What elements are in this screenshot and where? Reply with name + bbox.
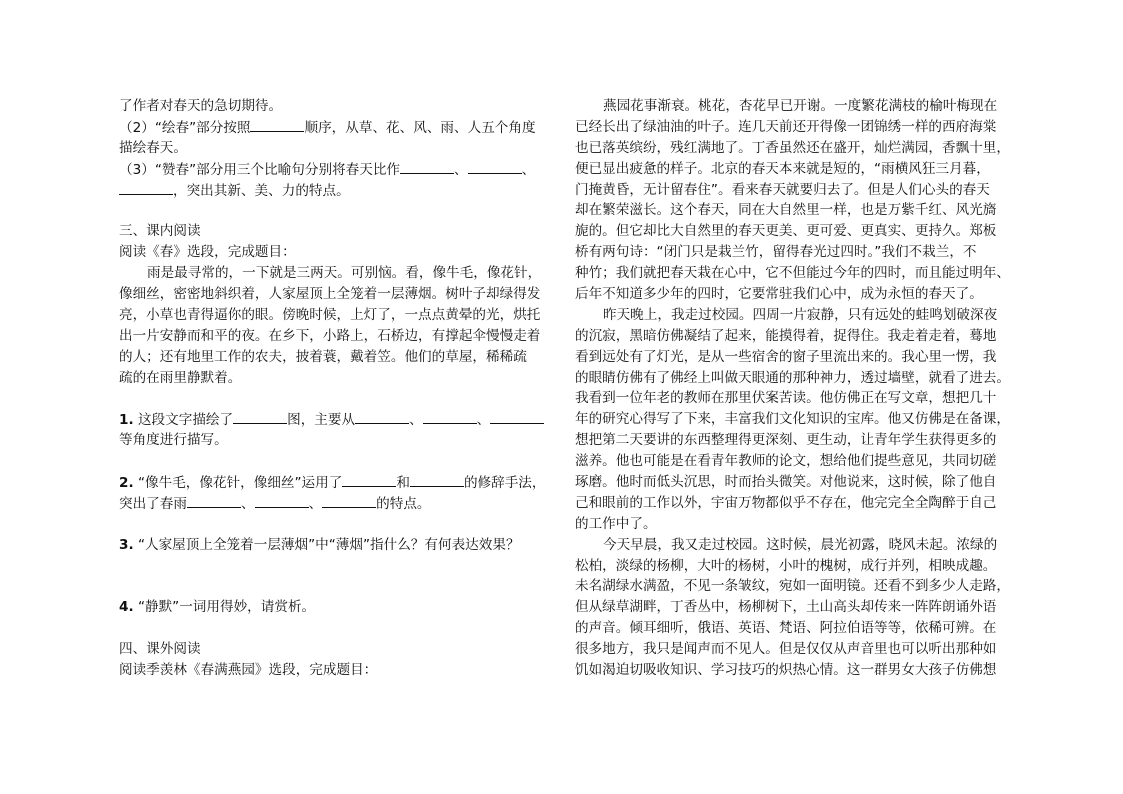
text: 、 — [240, 495, 255, 512]
passage-line: 的沉寂，黑暗仿佛凝结了起来，能摸得着，捉得住。我走着走着，蓦地 — [575, 327, 997, 344]
section-intro: 阅读季羡林《春满燕园》选段，完成题目： — [119, 662, 378, 679]
question-2-line-2 — [119, 493, 562, 514]
text: 的特点。 — [376, 495, 431, 512]
text: 这段文字描绘了 — [133, 412, 234, 429]
passage-line: 很多地方，我只是闻声而不见人。但是仅仅从声音里也可以听出那种如 — [575, 641, 997, 658]
passage-line: 的声音。倾耳细听，俄语、英语、梵语、阿拉伯语等等，依稀可辨。在 — [575, 620, 997, 637]
answer-blank[interactable] — [342, 472, 396, 487]
question-3-line-2 — [119, 180, 562, 201]
answer-blank[interactable] — [250, 117, 304, 132]
section-heading: 三、课内阅读 — [119, 223, 201, 240]
text: 和 — [396, 475, 410, 492]
passage-line: 己和眼前的工作以外，宇宙万物都似乎不存在，他完完全全陶醉于自己 — [575, 494, 997, 511]
question-number: 1. — [119, 412, 134, 429]
answer-blank[interactable] — [119, 180, 173, 195]
passage-line: 也已落英缤纷，残红满地了。丁香虽然还在盛开，灿烂满园，香飘十里， — [575, 139, 1010, 156]
passage-line: 看到远处有了灯光，是从一些宿舍的窗子里流出来的。我心里一愣，我 — [575, 348, 997, 365]
text: （2）“绘春”部分按照 — [119, 119, 251, 136]
answer-blank[interactable] — [400, 159, 454, 174]
passage-line: 疏的在雨里静默着。 — [119, 369, 242, 386]
question-number: 2. — [119, 475, 134, 492]
passage-line: 琢磨。他时而低头沉思，时而抬头微笑。对他说来，这时候，除了他自 — [575, 474, 997, 491]
text: ，突出其新、美、力的特点。 — [173, 182, 350, 199]
text: 、 — [409, 412, 423, 429]
passage-line: 未名湖绿水满盈，不见一条皱纹，宛如一面明镜。还看不到多少人走路， — [575, 578, 1010, 595]
text: “像牛毛，像花针，像细丝”运用了 — [133, 475, 343, 492]
passage-line: 昨天晚上，我走过校园。四周一片寂静，只有远处的蛙鸣划破深夜 — [603, 306, 998, 323]
text: 的修辞手法， — [463, 475, 546, 492]
passage-line: 今天早晨，我又走过校园。这时候，晨光初露，晓风未起。浓绿的 — [603, 536, 998, 553]
question-2 — [119, 472, 562, 493]
section-heading: 四、课外阅读 — [119, 641, 201, 658]
section-intro: 阅读《春》选段，完成题目： — [119, 244, 296, 261]
passage-line: 燕园花事渐衰。桃花，杏花早已开谢。一度繁花满枝的榆叶梅现在 — [603, 98, 998, 114]
text: “人家屋顶上全笼着一层薄烟”中“薄烟”指什么？有何表达效果？ — [133, 536, 520, 553]
answer-blank[interactable] — [255, 493, 309, 508]
text: 顺序，从草、花、风、雨、人五个角度 — [304, 119, 536, 136]
question-4 — [119, 597, 562, 618]
passage-line: 出一片安静而和平的夜。在乡下，小路上，石桥边，有撑起伞慢慢走着 — [119, 327, 541, 344]
passage-line: 饥如渴迫切吸收知识、学习技巧的炽热心情。这一群男女大孩子仿佛想 — [575, 662, 997, 679]
passage-line: 我看到一位年老的教师在那里伏案苦读。他仿佛正在写文章，想把几十 — [575, 390, 997, 407]
text-line: 等角度进行描写。 — [119, 432, 228, 449]
passage-line: 便已显出疲惫的样子。北京的春天本来就是短的，“雨横风狂三月暮， — [575, 160, 990, 177]
answer-blank[interactable] — [322, 493, 376, 508]
passage-line: 的人；还有地里工作的农夫，披着蓑，戴着笠。他们的草屋，稀稀疏 — [119, 348, 527, 365]
question-number: 3. — [119, 536, 134, 553]
question-1 — [119, 409, 562, 430]
question-3 — [119, 535, 562, 556]
passage-line: 年的研究心得写了下来，丰富我们文化知识的宝库。他又仿佛是在备课， — [575, 411, 1010, 428]
answer-blank[interactable] — [423, 409, 477, 424]
text: 、 — [521, 161, 536, 178]
answer-blank[interactable] — [410, 472, 464, 487]
passage-line: 后年不知道多少年的四时，它要常驻我们心中，成为永恒的春天了。 — [575, 286, 983, 303]
text: 、 — [476, 412, 491, 429]
text-line: 描绘春天。 — [119, 139, 187, 156]
answer-blank[interactable] — [233, 409, 287, 424]
left-column — [119, 96, 562, 681]
passage-line: 像细丝，密密地斜织着，人家屋顶上全笼着一层薄烟。树叶子却绿得发 — [119, 286, 541, 303]
passage-line: 桥有两句诗：“闭门只是栽兰竹，留得春光过四时。”我们不栽兰，不 — [575, 244, 977, 261]
text: 突出了春雨 — [119, 495, 187, 512]
right-column — [575, 96, 1018, 681]
text: 图，主要从 — [287, 412, 356, 429]
text: 、 — [454, 161, 468, 178]
passage-line: 却在繁荣滋长。这个春天，同在大自然里一样，也是万紫千红、风光旖 — [575, 202, 997, 219]
passage-line: 的工作中了。 — [575, 515, 657, 532]
passage-line: 的眼睛仿佛有了佛经上叫做天眼通的那种神力，透过墙壁，就看了进去。 — [575, 369, 1010, 386]
text-line: 了作者对春天的急切期待。 — [119, 98, 283, 114]
passage-line: 滋养。他也可能是在看青年教师的论文，想给他们提些意见，共同切磋 — [575, 453, 997, 470]
text: 、 — [308, 495, 323, 512]
question-2-line — [119, 117, 562, 138]
passage-line: 但从绿草湖畔，丁香丛中，杨柳树下，土山高头却传来一阵阵朗诵外语 — [575, 599, 997, 616]
passage-line: 雨是最寻常的，一下就是三两天。可别恼。看，像牛毛，像花针， — [147, 265, 542, 282]
answer-blank[interactable] — [355, 409, 409, 424]
question-number: 4. — [119, 599, 134, 616]
passage-line: 门掩黄昏，无计留春住”。看来春天就要归去了。但是人们心头的春天 — [575, 181, 990, 198]
passage-line: 松柏，淡绿的杨柳，大叶的杨树，小叶的槐树，成行并列，相映成趣。 — [575, 557, 997, 574]
passage-line: 已经长出了绿油油的叶子。连几天前还开得像一团锦绣一样的西府海棠 — [575, 118, 997, 135]
passage-line: 种竹；我们就把春天栽在心中，它不但能过今年的四时，而且能过明年、 — [575, 265, 1010, 282]
text: “静默”一词用得妙，请赏析。 — [133, 599, 316, 616]
question-3-line — [119, 159, 562, 180]
passage-line: 旎的。但它却比大自然里的春天更美、更可爱、更真实、更持久。郑板 — [575, 223, 997, 240]
passage-line: 想把第二天要讲的东西整理得更深刻、更生动，让青年学生获得更多的 — [575, 432, 997, 449]
passage-line: 亮，小草也青得逼你的眼。傍晚时候，上灯了，一点点黄晕的光，烘托 — [119, 306, 541, 323]
text: （3）“赞春”部分用三个比喻句分别将春天比作 — [119, 161, 401, 178]
answer-blank[interactable] — [468, 159, 522, 174]
answer-blank[interactable] — [490, 409, 544, 424]
answer-blank[interactable] — [187, 493, 241, 508]
